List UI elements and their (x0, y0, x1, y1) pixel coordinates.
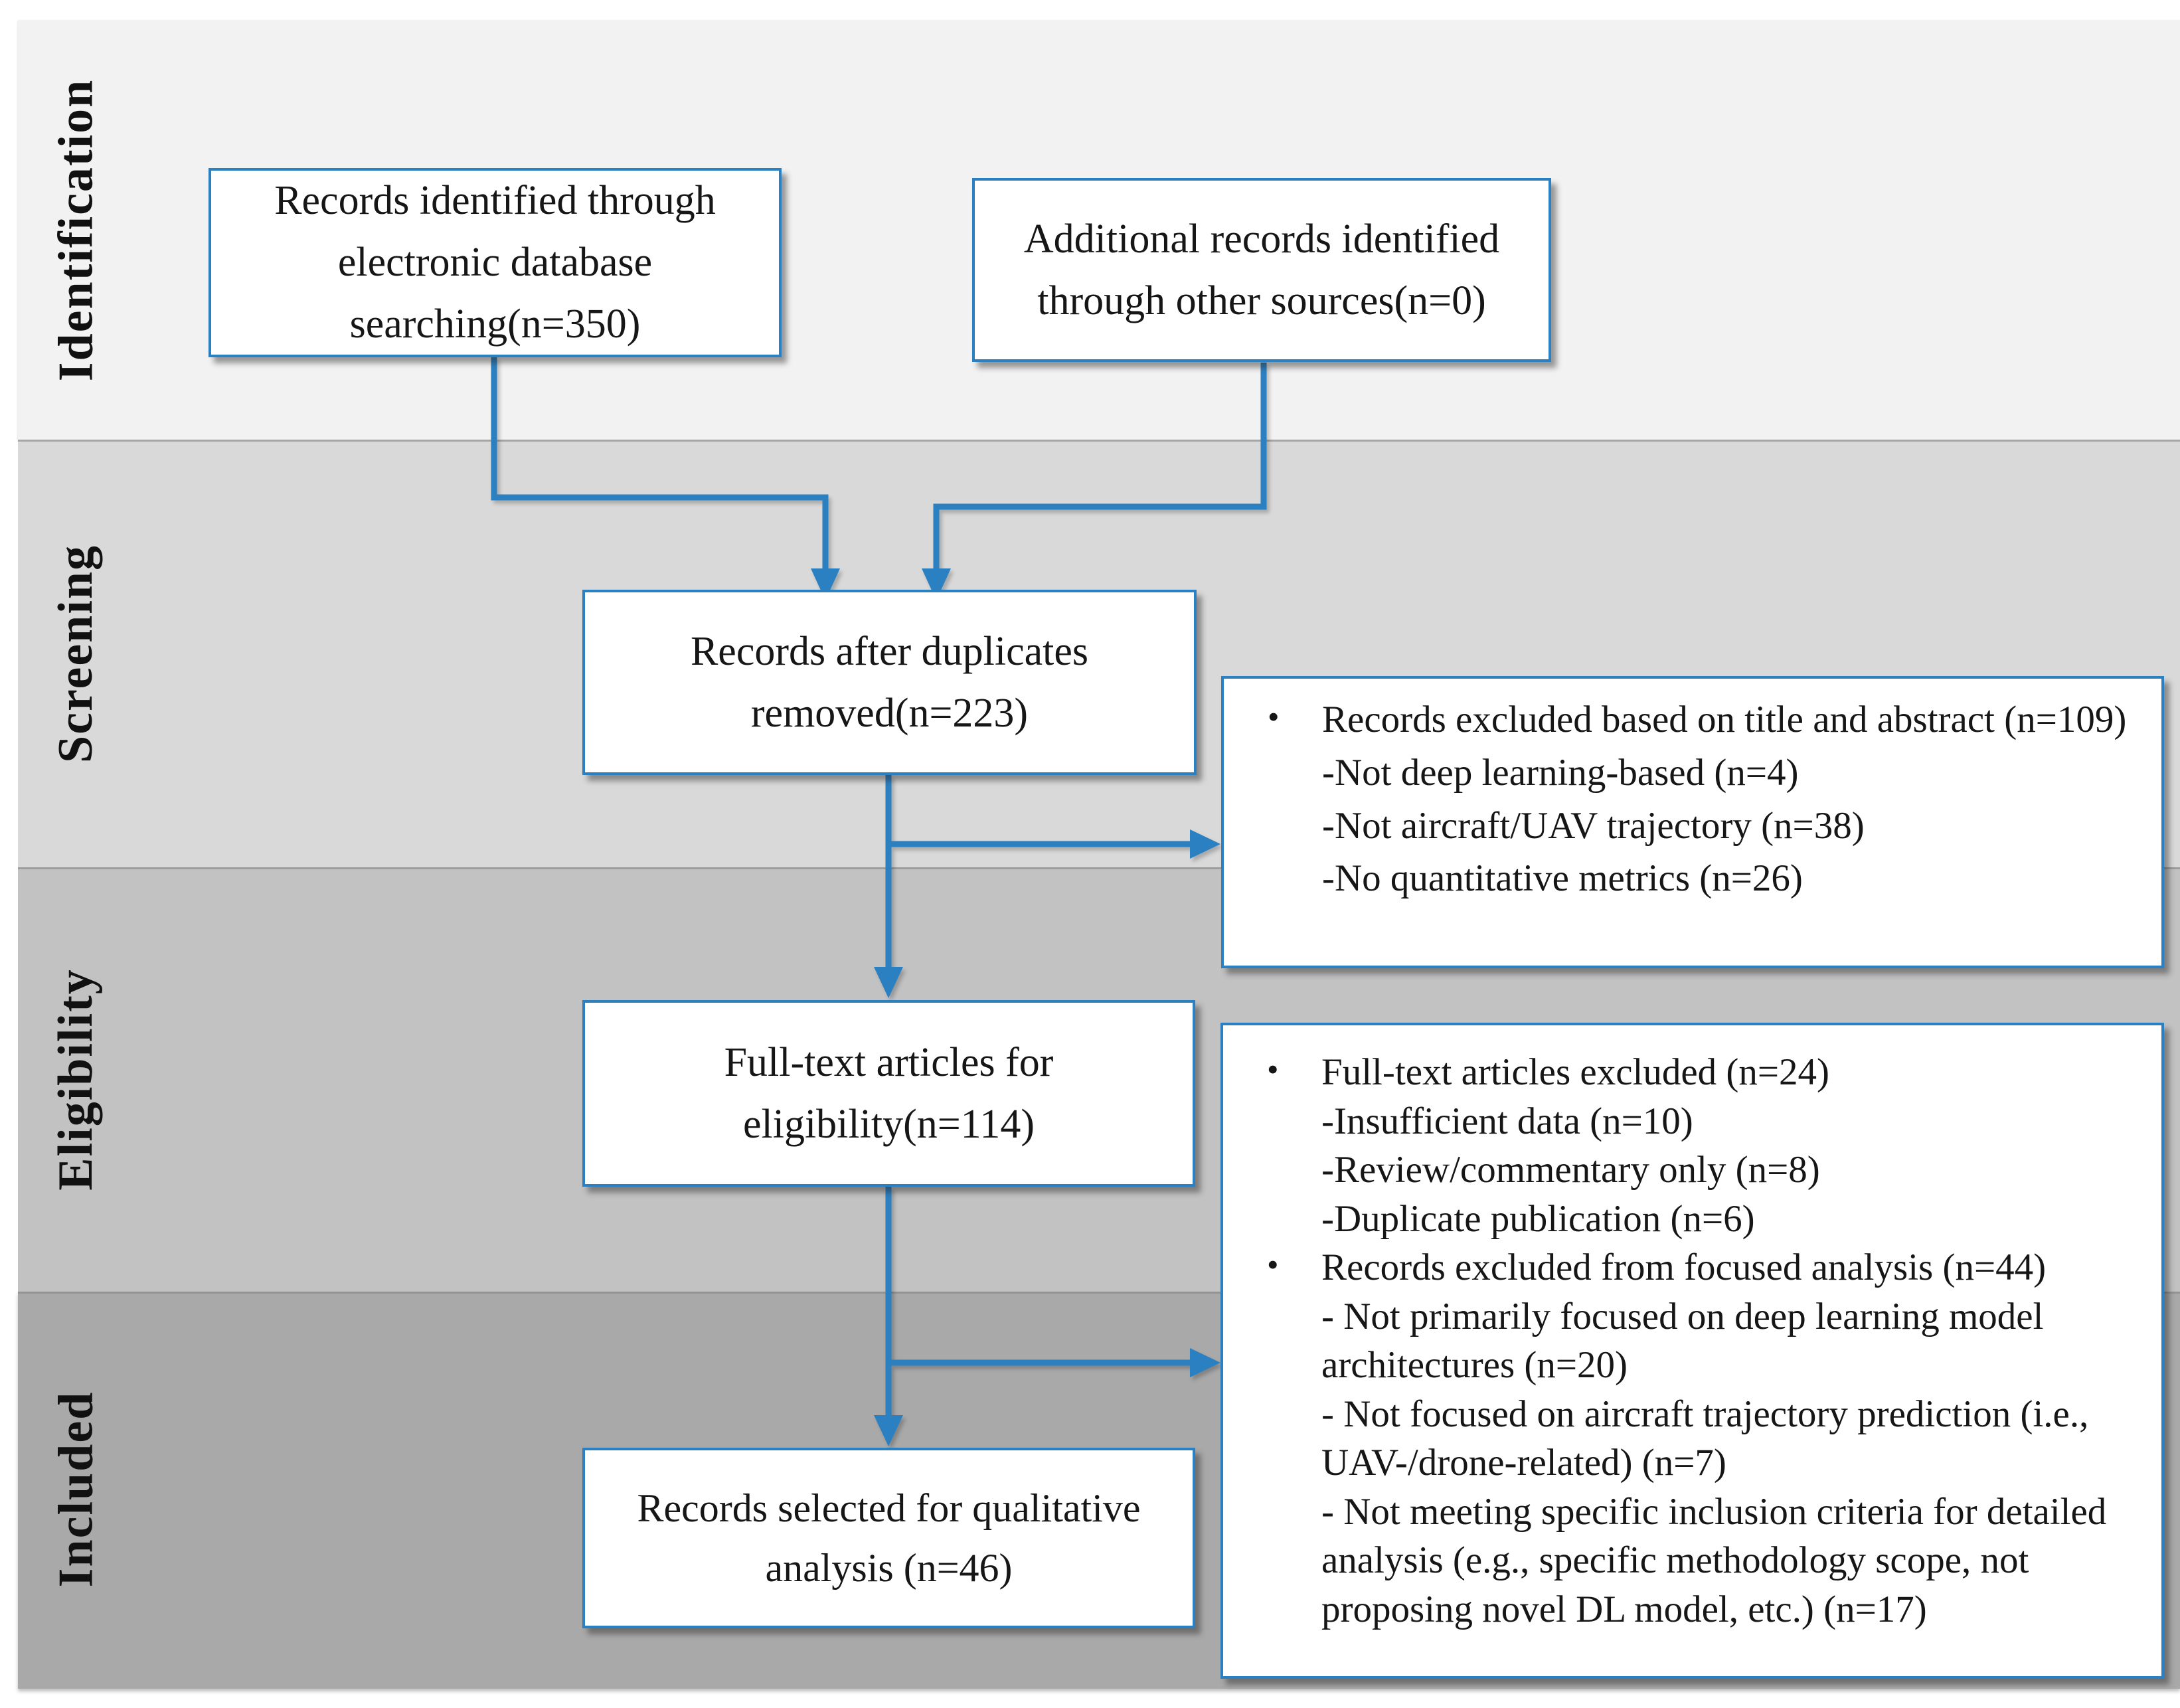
excluded-screening-item (1265, 852, 2134, 905)
arrow-identified-to-duplicates (494, 357, 840, 600)
arrow-branch-to-excluded-screening (888, 829, 1220, 859)
excluded-eligibility-item-text: - Not primarily focused on deep learning model architectures (n=20) (1321, 1295, 2044, 1387)
excluded-eligibility-item (1264, 1097, 2136, 1146)
excluded-eligibility-item (1264, 1195, 2136, 1244)
box-records-identified (209, 168, 782, 357)
excluded-screening-item-text: Records excluded based on title and abstract (n=109) (1322, 699, 2127, 740)
box-records-identified-text: Records identified through electronic database searching(n=350) (274, 178, 716, 347)
box-full-text-eligibility (582, 1000, 1195, 1187)
box-records-after-duplicates (582, 590, 1197, 775)
bullet-icon: • (1267, 1051, 1279, 1088)
excluded-eligibility-item-text: -Duplicate publication (n=6) (1321, 1197, 1755, 1240)
box-full-text-eligibility-text: Full-text articles for eligibility(n=114) (724, 1039, 1054, 1147)
excluded-eligibility-item-text: Records excluded from focused analysis (n=44) (1321, 1246, 2047, 1289)
excluded-eligibility-item-text: Full-text articles excluded (n=24) (1321, 1051, 1829, 1093)
excluded-screening-item (1265, 800, 2134, 853)
excluded-eligibility-item (1264, 1243, 2136, 1292)
excluded-eligibility-item (1264, 1048, 2136, 1097)
stage-label-included-text: Included (48, 1391, 104, 1588)
box-additional-records (972, 178, 1551, 362)
box-selected-qualitative-text: Records selected for qualitative analysis (n=46) (637, 1486, 1141, 1590)
excluded-screening-item (1265, 693, 2134, 746)
arrow-additional-to-duplicates (922, 363, 1264, 600)
bullet-icon: • (1268, 698, 1280, 735)
excluded-eligibility-item (1264, 1292, 2136, 1390)
panel-excluded-eligibility (1220, 1023, 2164, 1679)
excluded-eligibility-item-text: -Review/commentary only (n=8) (1321, 1149, 1820, 1191)
excluded-eligibility-item-text: -Insufficient data (n=10) (1321, 1100, 1693, 1142)
excluded-eligibility-item (1264, 1488, 2136, 1634)
stage-label-screening-text: Screening (48, 544, 104, 763)
excluded-eligibility-item (1264, 1390, 2136, 1488)
excluded-screening-item (1265, 746, 2134, 800)
excluded-screening-item-text: -Not aircraft/UAV trajectory (n=38) (1322, 804, 1865, 847)
excluded-eligibility-item-text: - Not meeting specific inclusion criteria for detailed analysis (e.g., specific methodology scope, not proposing novel DL model, etc.) (n=17) (1321, 1490, 2107, 1630)
arrow-branch-to-excluded-eligibility (888, 1348, 1220, 1377)
excluded-screening-item-text: -No quantitative metrics (n=26) (1322, 857, 1803, 900)
bullet-icon: • (1267, 1246, 1279, 1284)
box-additional-records-text: Additional records identified through other sources(n=0) (1023, 216, 1500, 323)
panel-excluded-screening (1221, 676, 2164, 968)
arrow-duplicates-to-fulltext (874, 775, 903, 998)
stage-label-identification-text: Identification (48, 78, 103, 381)
box-records-after-duplicates-text: Records after duplicates removed(n=223) (690, 628, 1089, 736)
stage-label-eligibility-text: Eligibility (48, 968, 104, 1191)
excluded-eligibility-item (1264, 1146, 2136, 1195)
excluded-eligibility-item-text: - Not focused on aircraft trajectory prediction (i.e., UAV-/drone-related) (n=7) (1321, 1393, 2089, 1484)
excluded-screening-item-text: -Not deep learning-based (n=4) (1322, 751, 1799, 794)
box-selected-qualitative (582, 1448, 1195, 1628)
arrow-fulltext-to-selected (874, 1187, 903, 1446)
